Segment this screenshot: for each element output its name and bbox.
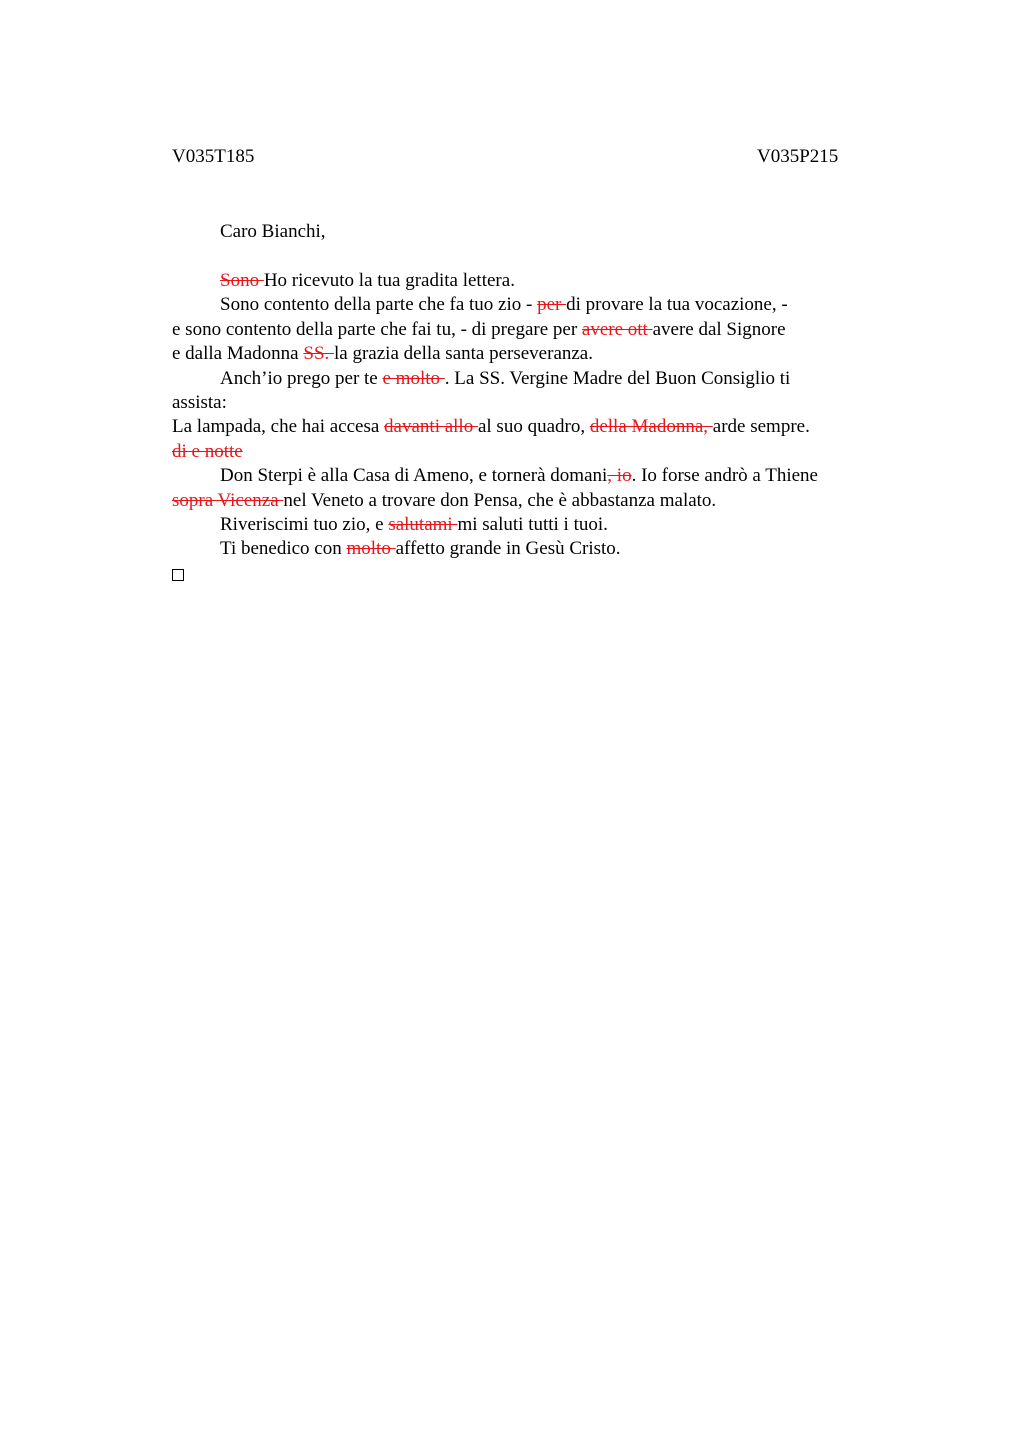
letter-text: assista: <box>172 391 227 413</box>
letter-text: arde sempre. <box>712 416 810 438</box>
letter-text: Don Sterpi è alla Casa di Ameno, e tornerà domani <box>220 465 608 487</box>
deleted-text: salutami <box>388 513 458 535</box>
letter-line <box>172 464 872 488</box>
letter-text: Anch’io prego per te <box>220 367 383 389</box>
deleted-text: avere ott <box>581 318 653 340</box>
letter-text: mi saluti tutti i tuoi. <box>457 513 608 535</box>
letter-text: . La SS. Vergine Madre del Buon Consiglio ti <box>444 367 791 389</box>
letter-end-line <box>172 562 872 586</box>
deleted-text: della Madonna, <box>589 416 713 438</box>
letter-text: e sono contento della parte che fai tu, - di pregare per <box>172 318 582 340</box>
deleted-text: e molto <box>382 367 445 389</box>
document-code-right: V035P215 <box>757 146 839 167</box>
letter-text: . Io forse andrò a Thiene <box>631 465 818 487</box>
letter-text: di provare la tua vocazione, - <box>566 294 788 316</box>
deleted-text: SS. <box>303 343 335 365</box>
deleted-text: di e notte <box>172 440 243 462</box>
document-code-left: V035T185 <box>172 146 255 167</box>
deleted-text: per <box>537 294 567 316</box>
letter-line <box>172 391 872 415</box>
deleted-text: sopra Vicenza <box>172 489 284 511</box>
letter-line <box>172 293 872 317</box>
letter-text: la grazia della santa perseveranza. <box>334 343 593 365</box>
letter-line <box>172 489 872 513</box>
empty-square-icon <box>172 569 184 581</box>
deleted-text: davanti allo <box>384 416 478 438</box>
deleted-text: Sono <box>220 270 264 291</box>
deleted-text: , io <box>607 465 632 487</box>
letter-text: Ti benedico con <box>220 538 347 560</box>
letter-text: e dalla Madonna <box>172 343 304 365</box>
letter-line <box>172 513 872 537</box>
letter-text: avere dal Signore <box>652 318 786 340</box>
letter-line <box>172 367 872 391</box>
letter-text: Ho ricevuto la tua gradita lettera. <box>263 270 515 291</box>
letter-text: Riveriscimi tuo zio, e <box>220 513 389 535</box>
letter-salutation: Caro Bianchi, <box>220 221 326 242</box>
letter-line <box>172 537 872 561</box>
letter-line <box>172 415 872 439</box>
letter-text: nel Veneto a trovare don Pensa, che è abbastanza malato. <box>283 489 717 511</box>
letter-text: al suo quadro, <box>477 416 590 438</box>
letter-line <box>172 269 872 293</box>
letter-line <box>172 342 872 366</box>
letter-text: La lampada, che hai accesa <box>172 416 385 438</box>
letter-text: affetto grande in Gesù Cristo. <box>395 538 621 560</box>
letter-line <box>172 440 872 464</box>
deleted-text: molto <box>346 538 396 560</box>
letter-body <box>172 269 872 586</box>
letter-text: Sono contento della parte che fa tuo zio - <box>220 294 538 316</box>
letter-line <box>172 318 872 342</box>
